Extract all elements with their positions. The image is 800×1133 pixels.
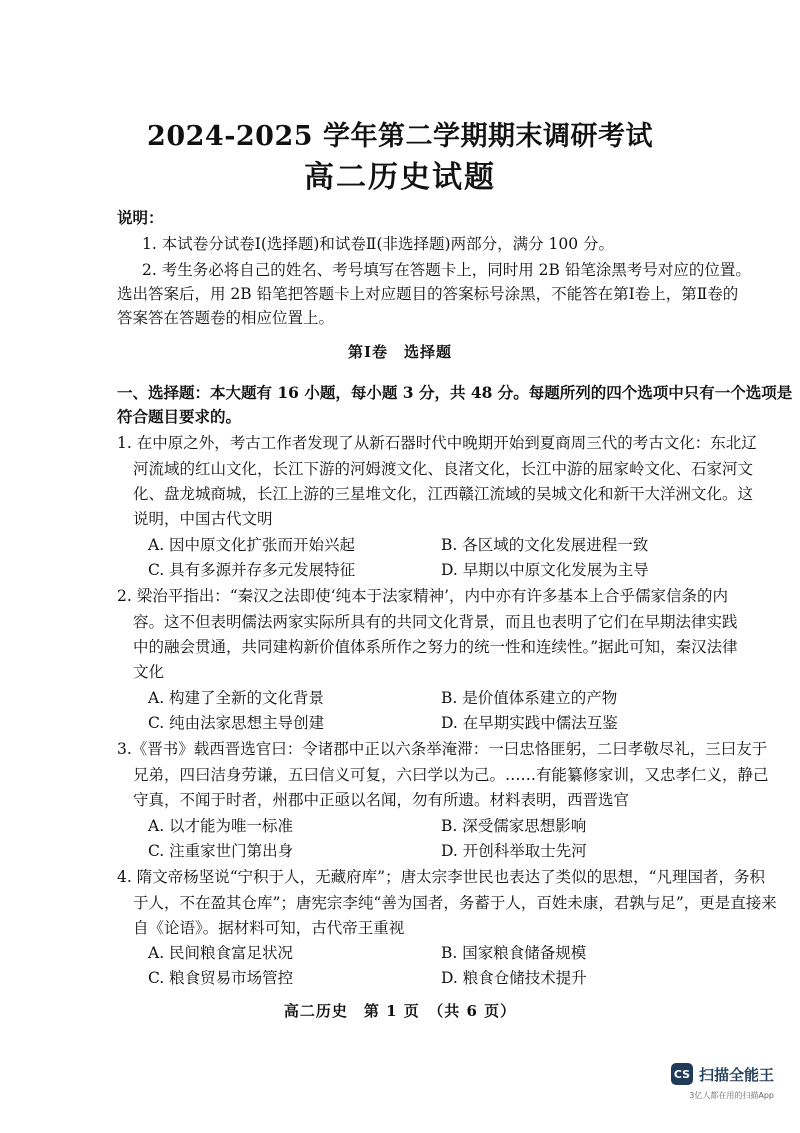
question-4-option-b: B. 国家粮食储备规模	[441, 944, 587, 962]
question-4-option-a: A. 民间粮食富足状况	[148, 944, 294, 962]
question-3-stem: 守真，不闻于时者，州郡中正亟以名闻，勿有所遗。材料表明，西晋选官	[133, 791, 630, 809]
instruction-item-2-cont: 答案答在答题卷的相应位置上。	[117, 309, 335, 327]
instruction-item-1: 1. 本试卷分试卷Ⅰ(选择题)和试卷Ⅱ(非选择题)两部分，满分 100 分。	[142, 235, 615, 253]
question-2-stem: 2. 梁治平指出：“秦汉之法即使‘纯本于法家精神’，内中亦有许多基本上合乎儒家信条的内	[117, 587, 728, 605]
question-4-stem: 于人，不在盈其仓库”；唐宪宗李纯“善为国者，务蓄于人，百姓未康，君孰与足”，更是直接来	[133, 894, 777, 912]
camscanner-logo-icon: CS	[671, 1063, 693, 1085]
question-1-stem: 河流域的红山文化，长江下游的河姆渡文化、良渚文化，长江中游的屈家岭文化、石家河文	[133, 460, 754, 478]
section-intro-cont: 符合题目要求的。	[117, 407, 242, 426]
question-3-option-d: D. 开创科举取士先河	[441, 842, 587, 860]
question-4-stem: 自《论语》。据材料可知，古代帝王重视	[133, 919, 405, 937]
question-4-stem: 4. 隋文帝杨坚说“宁积于人，无藏府库”；唐太宗李世民也表达了类似的思想，“凡理国者，务积	[117, 868, 765, 886]
question-3-option-a: A. 以才能为唯一标准	[148, 817, 294, 835]
watermark-tagline: 3亿人都在用的扫描App	[689, 1091, 774, 1100]
question-2-option-a: A. 构建了全新的文化背景	[148, 689, 325, 707]
question-2-stem: 文化	[133, 663, 165, 681]
question-3-option-c: C. 注重家世门第出身	[148, 842, 294, 860]
question-3-option-b: B. 深受儒家思想影响	[441, 817, 587, 835]
watermark-name: 扫描全能王	[698, 1065, 774, 1084]
instruction-item-2-cont: 选出答案后，用 2B 铅笔把答题卡上对应题目的答案标号涂黑，不能答在第Ⅰ卷上，第Ⅱ卷的	[117, 285, 739, 303]
instructions-label: 说明：	[117, 208, 164, 227]
question-4-option-d: D. 粮食仓储技术提升	[441, 969, 587, 987]
question-2-option-d: D. 在早期实践中儒法互鉴	[441, 714, 618, 732]
question-1-option-a: A. 因中原文化扩张而开始兴起	[148, 536, 356, 554]
question-1-option-b: B. 各区域的文化发展进程一致	[441, 536, 649, 554]
page-footer: 高二历史 第 1 页 （共 6 页）	[283, 1002, 517, 1020]
scanner-watermark	[671, 1063, 774, 1085]
exam-title: 2024-2025 学年第二学期期末调研考试	[147, 121, 653, 152]
question-3-stem: 3.《晋书》载西晋选官曰：令诸郡中正以六条举淹滞：一曰忠恪匪躬，二曰孝敬尽礼，三曰友于	[117, 740, 768, 758]
question-1-option-c: C. 具有多源并存多元发展特征	[148, 561, 356, 579]
section-intro: 一、选择题：本大题有 16 小题，每小题 3 分，共 48 分。每题所列的四个选项中只有一个选项是	[117, 383, 793, 402]
question-1-stem: 化、盘龙城商城，长江上游的三星堆文化，江西赣江流域的吴城文化和新干大洋洲文化。这	[133, 485, 754, 503]
question-3-stem: 兄弟，四曰洁身劳谦，五曰信义可复，六曰学以为己。……有能纂修家训，又忠孝仁义，静己	[133, 766, 769, 784]
question-2-stem: 中的融会贯通，共同建构新价值体系所作之努力的统一性和连续性。”据此可知，秦汉法律	[133, 638, 738, 656]
question-2-option-b: B. 是价值体系建立的产物	[441, 689, 618, 707]
question-2-stem: 容。这不但表明儒法两家实际所具有的共同文化背景，而且也表明了它们在早期法律实践	[133, 613, 738, 631]
question-4-option-c: C. 粮食贸易市场管控	[148, 969, 294, 987]
question-1-stem: 说明，中国古代文明	[133, 510, 273, 528]
exam-subject-title: 高二历史试题	[304, 160, 496, 195]
section-title: 第Ⅰ卷 选择题	[347, 343, 453, 361]
question-2-option-c: C. 纯由法家思想主导创建	[148, 714, 325, 732]
question-1-option-d: D. 早期以中原文化发展为主导	[441, 561, 649, 579]
instruction-item-2: 2. 考生务必将自己的姓名、考号填写在答题卡上，同时用 2B 铅笔涂黑考号对应的位置。	[142, 261, 751, 279]
question-1-stem: 1. 在中原之外，考古工作者发现了从新石器时代中晚期开始到夏商周三代的考古文化：东北辽	[117, 434, 757, 452]
